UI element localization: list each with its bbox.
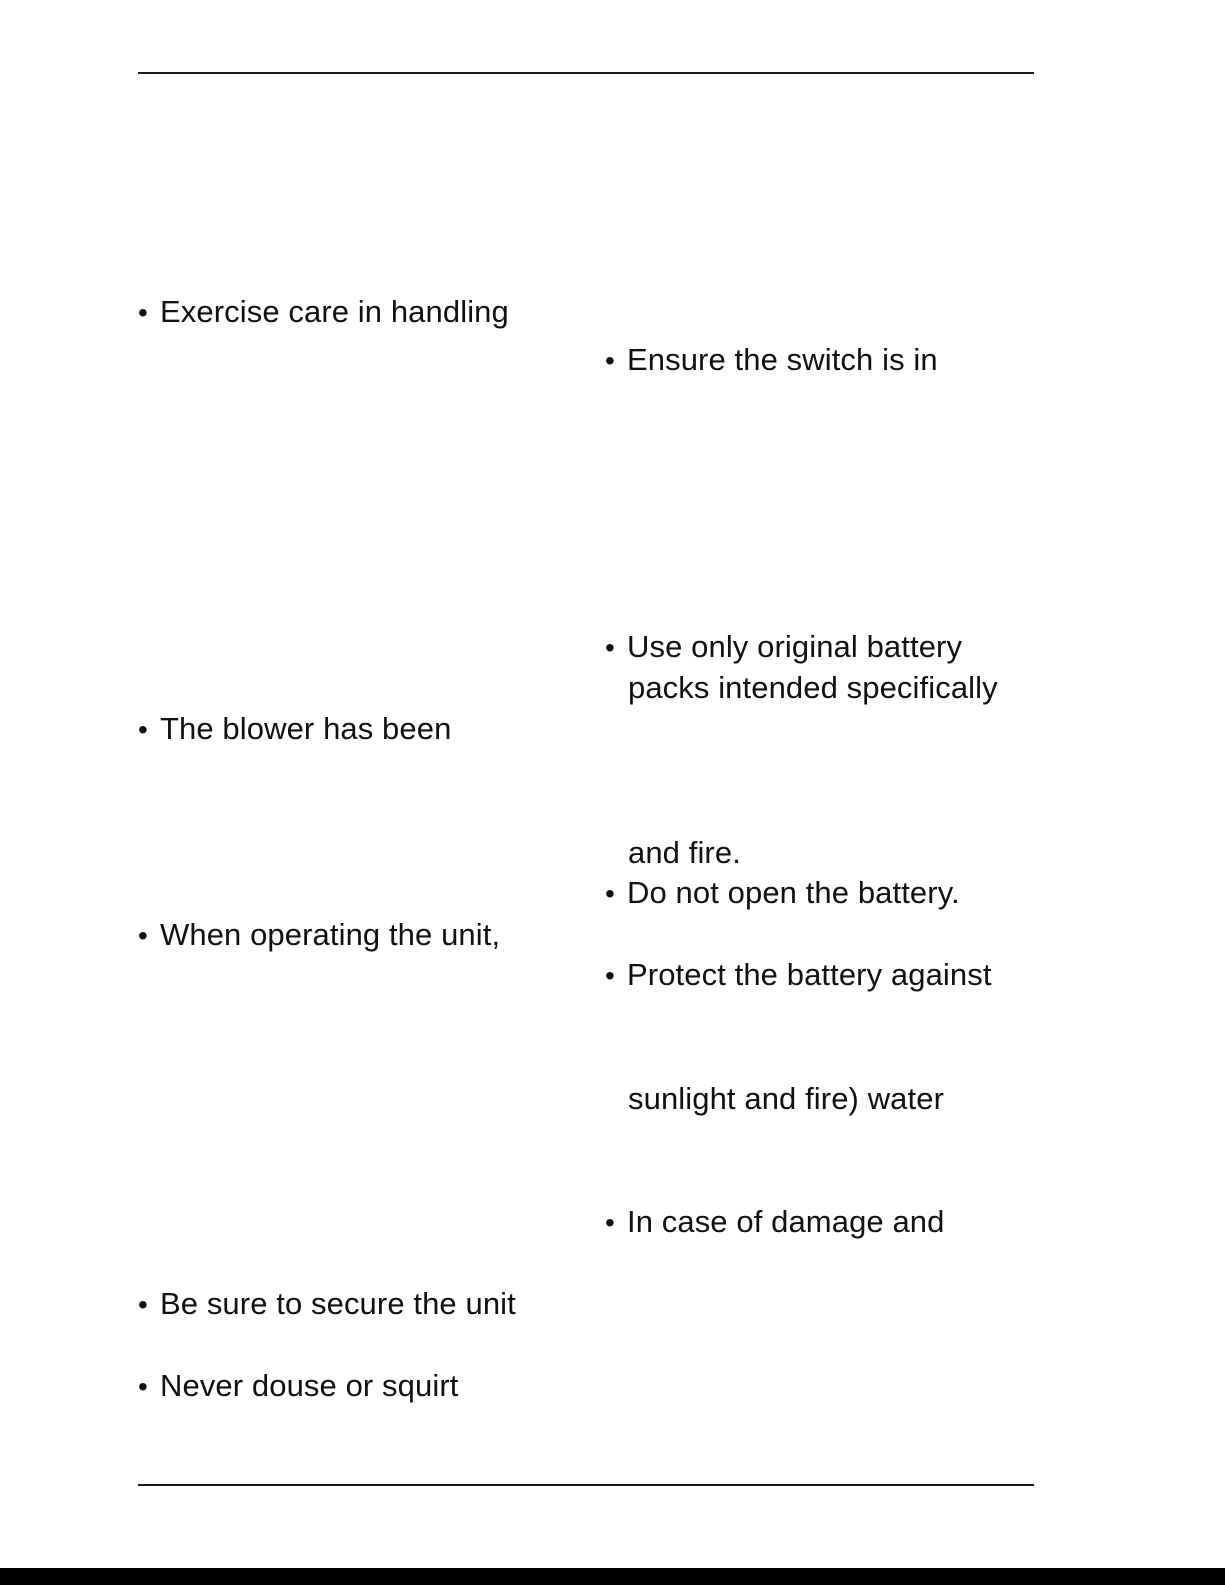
bottom-divider [138, 1484, 1034, 1486]
right-item-sunlight: sunlight and fire) water [628, 1081, 945, 1116]
bullet-icon: • [605, 632, 615, 663]
left-item-blower [138, 711, 451, 748]
left-item-exercise-care [138, 294, 509, 331]
bullet-icon: • [138, 297, 148, 328]
bullet-icon: • [605, 1207, 615, 1238]
right-item-and-fire: and fire. [628, 835, 741, 870]
left-item-operating [138, 917, 500, 954]
left-item-text: Exercise care in handling [160, 294, 509, 329]
left-item-never-douse [138, 1368, 458, 1405]
bullet-icon: • [138, 1289, 148, 1320]
left-item-text: The blower has been [160, 711, 452, 746]
left-item-text: Be sure to secure the unit [160, 1286, 516, 1321]
bullet-icon: • [138, 1371, 148, 1402]
bullet-icon: • [138, 920, 148, 951]
left-item-text: Never douse or squirt [160, 1368, 459, 1403]
left-item-text: When operating the unit, [160, 917, 501, 952]
right-item-protect-battery [605, 957, 992, 994]
right-item-text: Protect the battery against [627, 957, 992, 992]
right-item-text: Do not open the battery. [627, 875, 960, 910]
right-item-damage [605, 1204, 945, 1241]
bullet-icon: • [605, 960, 615, 991]
right-item-text: Ensure the switch is in [627, 342, 938, 377]
right-item-original-battery-cont: packs intended specifically [628, 670, 998, 705]
bullet-icon: • [605, 878, 615, 909]
bullet-icon: • [605, 345, 615, 376]
left-item-secure-unit [138, 1286, 516, 1323]
right-item-do-not-open [605, 875, 960, 912]
right-item-original-battery [605, 629, 962, 666]
top-divider [138, 72, 1034, 74]
right-item-switch [605, 342, 938, 379]
scan-edge-bar [0, 1568, 1225, 1585]
right-item-text: Use only original battery [627, 629, 963, 664]
bullet-icon: • [138, 714, 148, 745]
right-item-text: In case of damage and [627, 1204, 945, 1239]
